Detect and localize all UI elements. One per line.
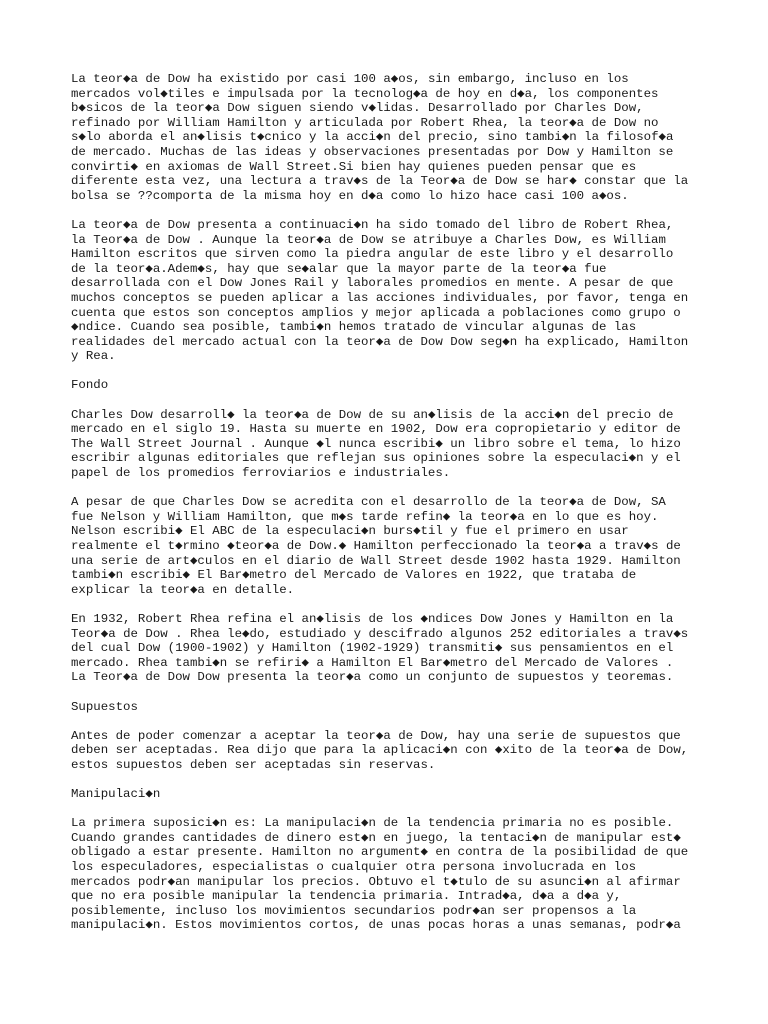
paragraph-manipulacion: La primera suposici◆n es: La manipulaci◆n de la tendencia primaria no es posible. Cuando grandes cantidades de dinero est◆n en juego, la tentaci◆n de manipular est◆ obligado a estar presente. Hamilton no argument◆ en contra de la posibilidad de que los especuladores, especialistas o cualquier otra persona involucrada en los mercados podr◆an manipular los precios. Obtuvo el t◆tulo de su asunci◆n al afirmar que no era posible manipular la tendencia primaria. Intrad◆a, d◆a a d◆a y, posiblemente, incluso los movimientos secundarios podr◆an ser propensos a la manipulaci◆n. Estos movimientos cortos, de unas pocas horas a unas semanas, podr◆a (71, 816, 689, 933)
document-page (71, 72, 711, 948)
section-heading-manipulacion: Manipulaci◆n (71, 787, 161, 802)
paragraph-rhea-source: La teor◆a de Dow presenta a continuaci◆n ha sido tomado del libro de Robert Rhea, la Teor◆a de Dow . Aunque la teor◆a de Dow se atribuye a Charles Dow, es William Hamilton escritos que sirven como la piedra angular de este libro y el desarrollo de la teor◆a.Adem◆s, hay que se◆alar que la mayor parte de la teor◆a fue desarrollada con el Dow Jones Rail y laborales promedios en mente. A pesar de que muchos conceptos se pueden aplicar a las acciones individuales, por favor, tenga en cuenta que estos son conceptos amplios y mejor aplicada a poblaciones como grupo o ◆ndice. Cuando sea posible, tambi◆n hemos tratado de vincular algunas de las realidades del mercado actual con la teor◆a de Dow Dow seg◆n ha explicado, Hamilton y Rea. (71, 217, 689, 364)
paragraph-intro: La teor◆a de Dow ha existido por casi 100 a◆os, sin embargo, incluso en los mercados vol◆tiles e impulsada por la tecnolog◆a de hoy en d◆a, los componentes b◆sicos de la teor◆a Dow siguen siendo v◆lidas. Desarrollado por Charles Dow, refinado por William Hamilton y articulada por Robert Rhea, la teor◆a de Dow no s◆lo aborda el an◆lisis t◆cnico y la acci◆n del precio, sino tambi◆n la filosof◆a de mercado. Muchas de las ideas y observaciones presentadas por Dow y Hamilton se convirti◆ en axiomas de Wall Street.Si bien hay quienes pueden pensar que es diferente esta vez, una lectura a trav◆s de la Teor◆a de Dow se har◆ constar que la bolsa se ??comporta de la misma hoy en d◆a como lo hizo hace casi 100 a◆os. (71, 72, 689, 203)
paragraph-rhea-1932: En 1932, Robert Rhea refina el an◆lisis de los ◆ndices Dow Jones y Hamilton en la Teor◆a de Dow . Rhea le◆do, estudiado y descifrado algunos 252 editoriales a trav◆s del cual Dow (1900-1902) y Hamilton (1902-1929) transmiti◆ sus pensamientos en el mercado. Rhea tambi◆n se refiri◆ a Hamilton El Bar◆metro del Mercado de Valores . La Teor◆a de Dow Dow presenta la teor◆a como un conjunto de supuestos y teoremas. (71, 611, 689, 685)
paragraph-supuestos: Antes de poder comenzar a aceptar la teor◆a de Dow, hay una serie de supuestos que deben ser aceptadas. Rea dijo que para la aplicaci◆n con ◆xito de la teor◆a de Dow, estos supuestos deben ser aceptadas sin reservas. (71, 728, 689, 772)
section-heading-fondo: Fondo (71, 378, 109, 393)
paragraph-charles-dow: Charles Dow desarroll◆ la teor◆a de Dow de su an◆lisis de la acci◆n del precio de mercado en el siglo 19. Hasta su muerte en 1902, Dow era copropietario y editor de The Wall Street Journal . Aunque ◆l nunca escribi◆ un libro sobre el tema, lo hizo escribir algunas editoriales que reflejan sus opiniones sobre la especulaci◆n y el papel de los promedios ferroviarios e industriales. (71, 407, 681, 481)
paragraph-nelson-hamilton: A pesar de que Charles Dow se acredita con el desarrollo de la teor◆a de Dow, SA fue Nelson y William Hamilton, que m◆s tarde refin◆ la teor◆a en lo que es hoy. Nelson escribi◆ El ABC de la especulaci◆n burs◆til y fue el primero en usar realmente el t◆rmino ◆teor◆a de Dow.◆ Hamilton perfeccionado la teor◆a a trav◆s de una serie de art◆culos en el diario de Wall Street desde 1902 hasta 1929. Hamilton tambi◆n escribi◆ El Bar◆metro del Mercado de Valores en 1922, que trataba de explicar la teor◆a en detalle. (71, 495, 681, 597)
section-heading-supuestos: Supuestos (71, 699, 138, 714)
